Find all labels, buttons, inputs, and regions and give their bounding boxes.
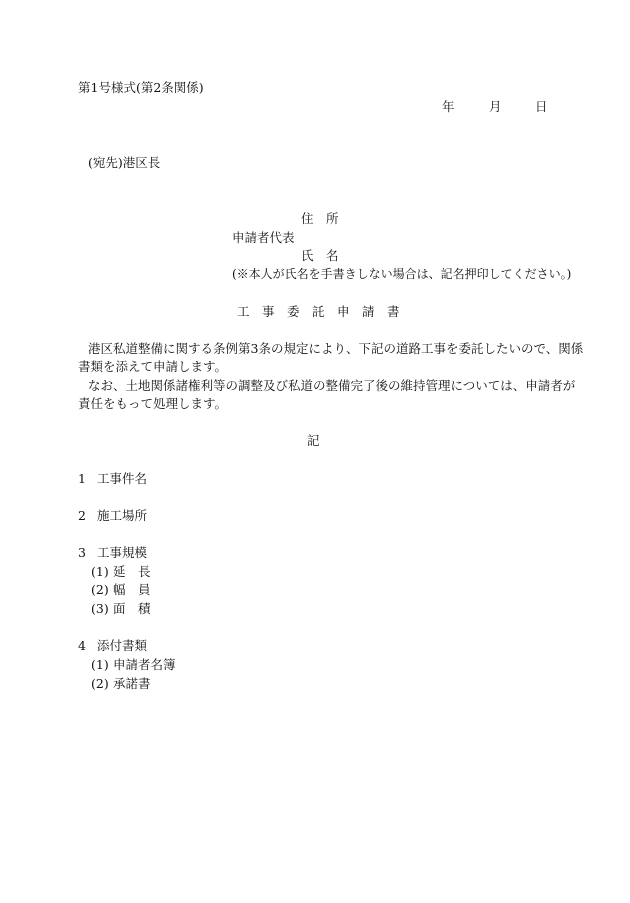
- ki-heading: 記: [307, 433, 320, 448]
- item-4-sub-2-number: (2): [91, 676, 109, 691]
- applicant-representative-label: 申請者代表: [232, 230, 295, 245]
- document-title: 工 事 委 託 申 請 書: [237, 304, 400, 319]
- date-day: 日: [535, 99, 548, 114]
- body-paragraph-2-line-2: 責任をもって処理します。: [78, 396, 228, 411]
- item-4-sub-1-label: 申請者名簿: [113, 657, 176, 672]
- item-3-sub-2-number: (2): [91, 582, 109, 597]
- date-year: 年: [442, 99, 455, 114]
- body-paragraph-2-line-1: なお、土地関係諸権利等の調整及び私道の整備完了後の維持管理については、申請者が: [88, 378, 576, 393]
- body-paragraph-1-line-2: 書類を添えて申請します。: [78, 359, 228, 374]
- item-4-sub-1-number: (1): [91, 657, 109, 672]
- item-2-label: 施工場所: [97, 508, 148, 523]
- name-label: 氏 名: [301, 248, 339, 263]
- item-3-sub-1-label: 延 長: [113, 564, 151, 579]
- item-3-sub-3-number: (3): [91, 601, 109, 616]
- item-3-sub-3-label: 面 積: [113, 601, 151, 616]
- signature-note: (※本人が氏名を手書きしない場合は、記名押印してください。): [232, 267, 572, 281]
- item-3-sub-2-label: 幅 員: [113, 582, 151, 597]
- form-number: 第1号様式(第2条関係): [78, 80, 204, 95]
- body-paragraph-1-line-1: 港区私道整備に関する条例第3条の規定により、下記の道路工事を委託したいので、関係: [88, 341, 584, 356]
- item-3-sub-1-number: (1): [91, 564, 109, 579]
- item-1-label: 工事件名: [97, 471, 148, 486]
- item-3-number: 3: [78, 545, 86, 560]
- item-3-label: 工事規模: [97, 545, 148, 560]
- addressee: (宛先)港区長: [88, 155, 161, 170]
- item-4-number: 4: [78, 638, 86, 653]
- item-2-number: 2: [78, 508, 86, 523]
- address-label: 住 所: [301, 211, 339, 226]
- item-4-sub-2-label: 承諾書: [113, 676, 151, 691]
- item-1-number: 1: [78, 471, 86, 486]
- date-month: 月: [489, 99, 502, 114]
- item-4-label: 添付書類: [97, 638, 148, 653]
